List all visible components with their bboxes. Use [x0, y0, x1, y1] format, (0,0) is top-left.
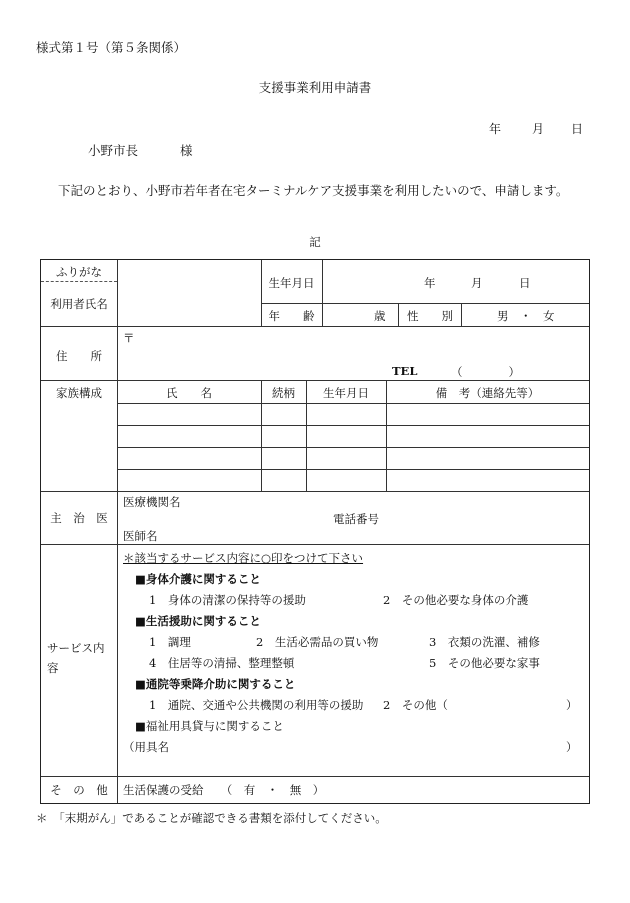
furigana-label: ふりがな	[56, 265, 102, 279]
life-heading: ■生活援助に関すること	[135, 614, 261, 628]
postal-mark: 〒	[123, 331, 135, 345]
birth-year-label: 年	[424, 276, 436, 290]
service-label-line2: 容	[47, 661, 59, 675]
welfare-assistance: 生活保護の受給 （ 有 ・ 無 ）	[123, 783, 325, 797]
life-item-1: 1 調理	[149, 635, 191, 649]
date-day-label: 日	[571, 122, 584, 136]
addressee: 小野市長	[88, 143, 139, 158]
life-item-5: 5 その他必要な家事	[429, 656, 540, 670]
tel-label: TEL	[392, 364, 418, 378]
page-title: 支援事業利用申請書	[258, 80, 372, 95]
equipment-name-label: （用具名	[123, 740, 169, 754]
phone-number-label: 電話番号	[333, 512, 379, 526]
family-col-name: 氏 名	[166, 386, 212, 400]
date-year-label: 年	[489, 122, 502, 136]
ki-label: 記	[309, 235, 321, 249]
family-col-relation: 続柄	[272, 386, 295, 400]
birth-day-label: 日	[519, 276, 531, 290]
life-item-4: 4 住居等の清掃、整理整頓	[149, 656, 295, 670]
care-item-2: 2 その他必要な身体の介護	[383, 593, 529, 607]
service-instruction: ＊該当するサービス内容に○印をつけて下さい	[123, 551, 364, 565]
tel-parens: （ ）	[451, 365, 520, 379]
gender-options: 男 ・ 女	[497, 309, 555, 323]
transport-item-2: 2 その他（	[383, 698, 448, 712]
life-item-2: 2 生活必需品の買い物	[256, 635, 379, 649]
age-label: 年 齢	[268, 309, 315, 323]
application-form-table	[40, 259, 590, 804]
family-col-notes: 備 考（連絡先等）	[435, 386, 540, 400]
medical-institution-label: 医療機関名	[123, 495, 181, 509]
birth-month-label: 月	[471, 276, 483, 290]
family-col-birthdate: 生年月日	[323, 386, 369, 400]
form-number: 様式第１号（第５条関係）	[36, 40, 187, 55]
transport-item-1: 1 通院、交通や公共機関の利用等の援助	[149, 698, 364, 712]
address-label: 住 所	[56, 349, 102, 363]
footnote: ＊ 「末期がん」であることが確認できる書類を添付してください。	[36, 811, 387, 825]
transport-close-paren: ）	[566, 698, 578, 712]
intro-text: 下記のとおり、小野市若年者在宅ターミナルケア支援事業を利用したいので、申請します。	[58, 183, 569, 198]
care-heading: ■身体介護に関すること	[135, 572, 261, 586]
user-name-label: 利用者氏名	[50, 297, 108, 311]
transport-heading: ■通院等乗降介助に関すること	[135, 677, 296, 691]
life-item-3: 3 衣類の洗濯、補修	[429, 635, 540, 649]
equipment-close-paren: ）	[566, 740, 578, 754]
honorific: 様	[180, 143, 193, 158]
doctor-label: 主 治 医	[50, 511, 108, 525]
birthdate-label: 生年月日	[268, 276, 315, 290]
other-label: そ の 他	[50, 783, 108, 797]
service-label-line1: サービス内	[47, 641, 105, 655]
date-month-label: 月	[532, 122, 545, 136]
gender-label: 性 別	[407, 309, 453, 323]
care-item-1: 1 身体の清潔の保持等の援助	[149, 593, 306, 607]
family-label: 家族構成	[56, 386, 102, 400]
welfare-heading: ■福祉用具貸与に関すること	[135, 719, 284, 733]
age-unit: 歳	[374, 309, 386, 323]
doctor-name-label: 医師名	[123, 529, 158, 543]
